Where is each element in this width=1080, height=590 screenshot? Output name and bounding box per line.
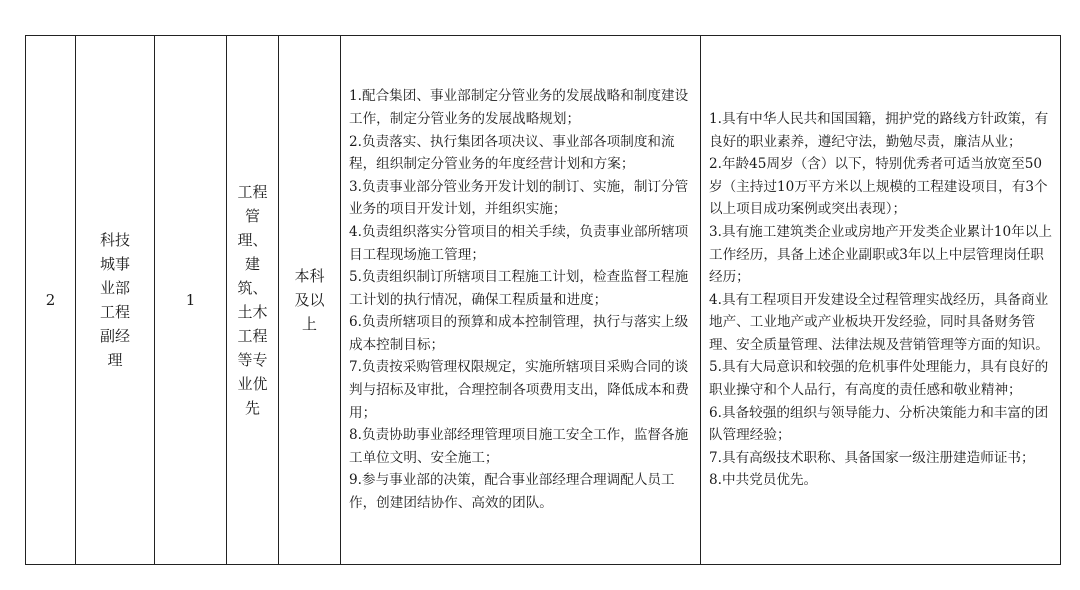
job-posting-table bbox=[25, 35, 1061, 565]
requirement-item: 6.具备较强的组织与领导能力、分析决策能力和丰富的团队管理经验； bbox=[709, 404, 1049, 444]
duty-item: 5.负责组织制订所辖项目工程施工计划，检查监督工程施工计划的执行情况，确保工程质量和进度； bbox=[349, 269, 689, 308]
position-cell bbox=[76, 36, 155, 565]
duty-item: 9.参与事业部的决策，配合事业部经理合理调配人员工作，创建团结协作、高效的团队。 bbox=[349, 472, 675, 512]
education-cell bbox=[279, 36, 341, 565]
requirement-item: 5.具有大局意识和较强的危机事件处理能力，具有良好的职业操守和个人品行，有高度的责任感和敬业精神； bbox=[709, 359, 1049, 399]
duty-item: 3.负责事业部分管业务开发计划的制订、实施，制订分管业务的项目开发计划，并组织实施； bbox=[349, 178, 689, 218]
seq-cell bbox=[26, 36, 76, 565]
major-cell bbox=[227, 36, 279, 565]
headcount: 1 bbox=[185, 291, 196, 309]
duty-item: 8.负责协助事业部经理管理项目施工安全工作，监督各施工单位文明、安全施工； bbox=[349, 427, 689, 466]
requirement-item: 1.具有中华人民共和国国籍，拥护党的路线方针政策，有良好的职业素养，遵纪守法，勤勉尽责，廉洁从业； bbox=[709, 110, 1049, 150]
duty-item: 7.负责按采购管理权限规定，实施所辖项目采购合同的谈判与招标及审批，合理控制各项费用支出，降低成本和费用； bbox=[349, 359, 689, 421]
duty-item: 6.负责所辖项目的预算和成本控制管理，执行与落实上级成本控制目标； bbox=[349, 314, 689, 353]
seq-number: 2 bbox=[45, 291, 56, 309]
requirement-item: 7.具有高级技术职称、具备国家一级注册建造师证书； bbox=[709, 449, 1035, 466]
table-row bbox=[26, 36, 1061, 565]
requirement-item: 4.具有工程项目开发建设全过程管理实战经历，具备商业地产、工业地产或产业板块开发经验，同时具备财务管理、安全质量管理、法律法规及营销管理等方面的知识。 bbox=[709, 291, 1049, 353]
duty-item: 4.负责组织落实分管项目的相关手续，负责事业部所辖项目工程现场施工管理； bbox=[349, 223, 689, 263]
requirements-cell bbox=[701, 36, 1061, 565]
requirement-item: 8.中共党员优先。 bbox=[709, 472, 818, 489]
requirement-item: 3.具有施工建筑类企业或房地产开发类企业累计10年以上工作经历，具备上述企业副职或3年以上中层管理岗任职经历； bbox=[709, 223, 1052, 286]
duty-item: 2.负责落实、执行集团各项决议、事业部各项制度和流程，组织制定分管业务的年度经营计划和方案； bbox=[349, 133, 675, 173]
headcount-cell bbox=[155, 36, 227, 565]
position-title: 科技城事业部工程副经理 bbox=[99, 231, 130, 369]
education-requirement: 本科及以上 bbox=[294, 267, 325, 333]
requirement-item: 2.年龄45周岁（含）以下，特别优秀者可适当放宽至50岁（主持过10万平方米以上规模的工程建设项目，有3个以上项目成功案例或突出表现）； bbox=[709, 156, 1048, 218]
major-requirement: 工程管理、建筑、土木工程等专业优先 bbox=[237, 183, 268, 417]
duties-cell bbox=[341, 36, 701, 565]
duty-item: 1.配合集团、事业部制定分管业务的发展战略和制度建设工作，制定分管业务的发展战略规划； bbox=[349, 88, 689, 127]
